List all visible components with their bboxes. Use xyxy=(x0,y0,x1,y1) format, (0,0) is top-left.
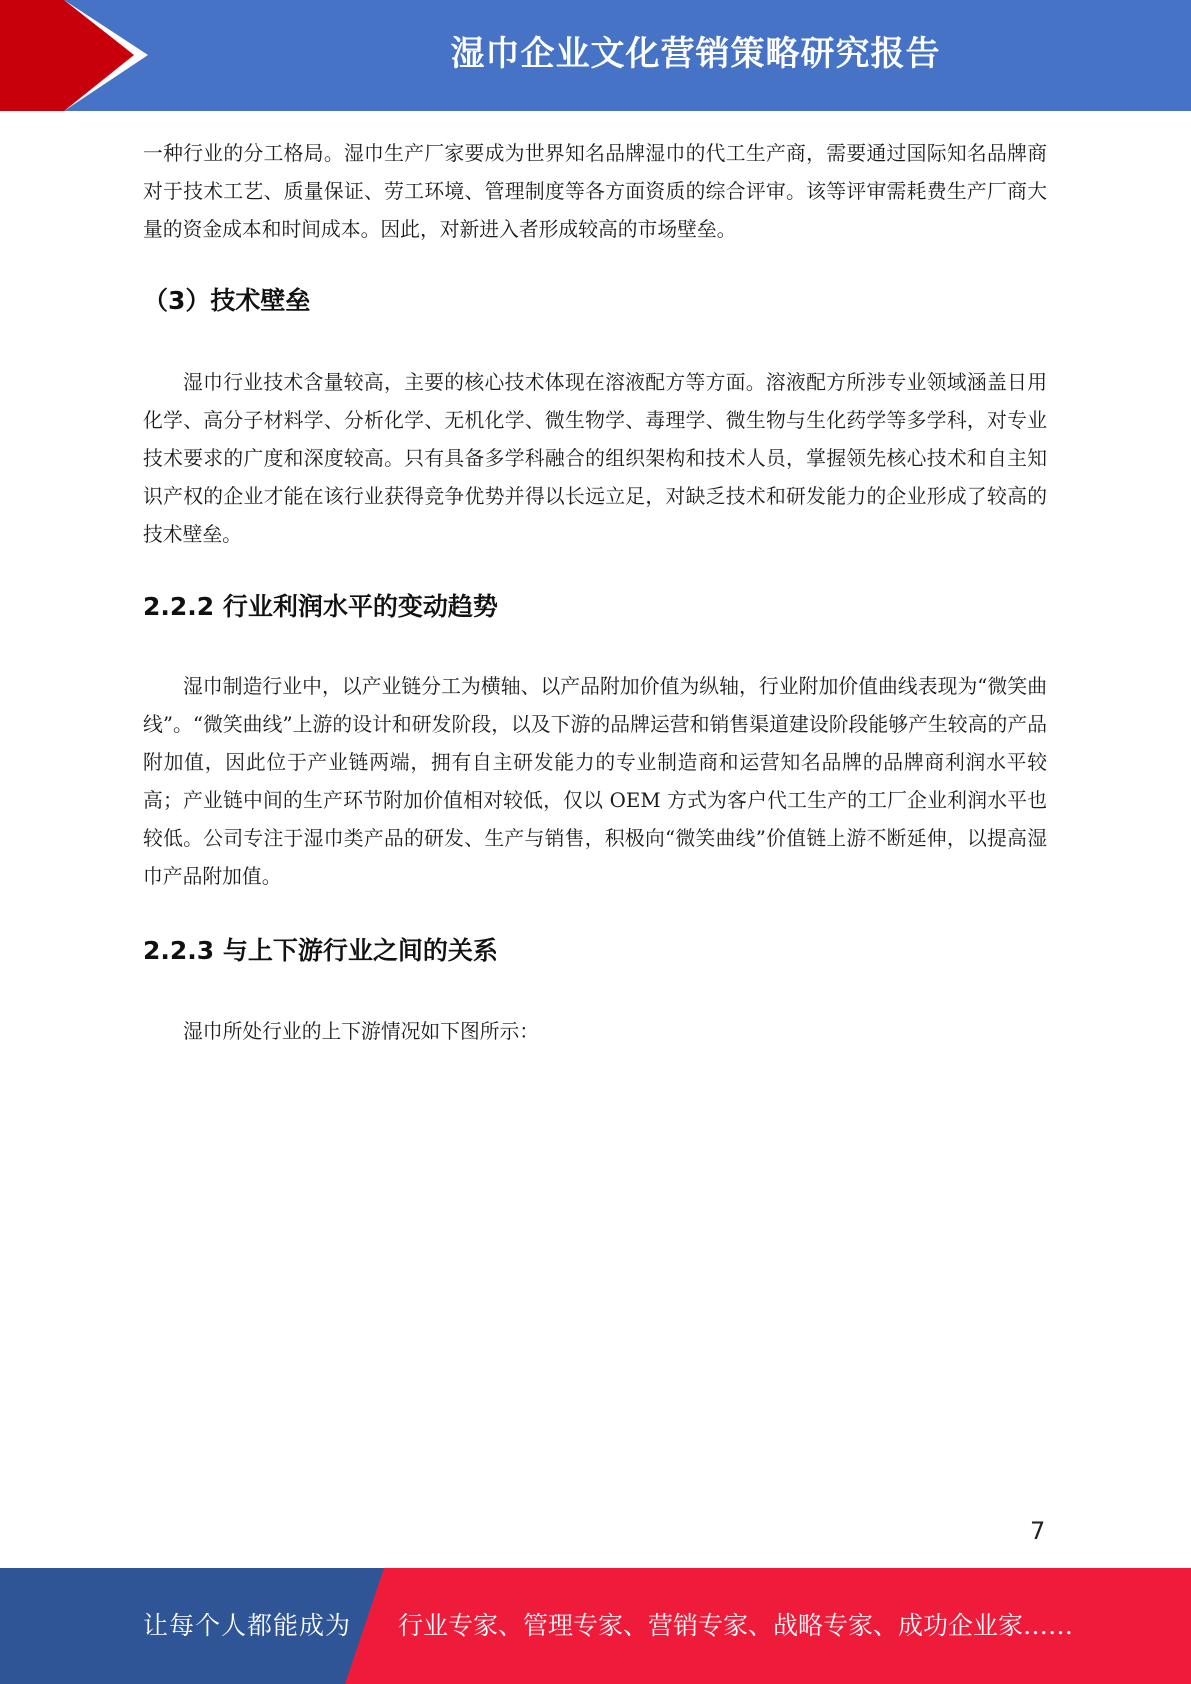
header-chevron-decoration xyxy=(0,0,160,111)
body-paragraph-1: 一种行业的分工格局。湿巾生产厂家要成为世界知名品牌湿巾的代工生产商，需要通过国际知名品牌商对于技术工艺、质量保证、劳工环境、管理制度等各方面资质的综合评审。该等评审需耗费生产厂商大量的资金成本和时间成本。因此，对新进入者形成较高的市场壁垒。 xyxy=(143,142,1047,241)
section-heading-2-2-3: 2.2.3 与上下游行业之间的关系 xyxy=(143,936,498,965)
footer-slogan-left: 让每个人都能成为 xyxy=(143,1611,352,1640)
page-number: 7 xyxy=(1030,1517,1046,1545)
body-paragraph-3: 湿巾制造行业中，以产业链分工为横轴、以产品附加价值为纵轴，行业附加价值曲线表现为“微笑曲线”。“微笑曲线”上游的设计和研发阶段，以及下游的品牌运营和销售渠道建设阶段能够产生较高的产品附加值，因此位于产业链两端，拥有自主研发能力的专业制造商和运营知名品牌的品牌商利润水平较高；产业链中间的生产环节附加价值相对较低，仅以 OEM 方式为客户代工生产的工厂企业利润水平也较低。公司专注于湿巾类产品的研发、生产与销售，积极向“微笑曲线”价值链上游不断延伸，以提高湿巾产品附加值。 xyxy=(143,675,1047,888)
body-paragraph-2: 湿巾行业技术含量较高，主要的核心技术体现在溶液配方等方面。溶液配方所涉专业领域涵盖日用化学、高分子材料学、分析化学、无机化学、微生物学、毒理学、微生物与生化药学等多学科，对专业技术要求的广度和深度较高。只有具备多学科融合的组织架构和技术人员，掌握领先核心技术和自主知识产权的企业才能在该行业获得竞争优势并得以长远立足，对缺乏技术和研发能力的企业形成了较高的技术壁垒。 xyxy=(143,371,1047,546)
body-paragraph-4: 湿巾所处行业的上下游情况如下图所示： xyxy=(183,1020,540,1043)
section-heading-technical-barrier: （3）技术壁垒 xyxy=(143,286,311,315)
page-footer xyxy=(0,1568,1191,1684)
section-heading-2-2-2: 2.2.2 行业利润水平的变动趋势 xyxy=(143,592,498,621)
footer-slogan-right: 行业专家、管理专家、营销专家、战略专家、成功企业家…… xyxy=(398,1611,1074,1640)
page-header xyxy=(0,0,1191,111)
report-title: 湿巾企业文化营销策略研究报告 xyxy=(450,34,941,74)
